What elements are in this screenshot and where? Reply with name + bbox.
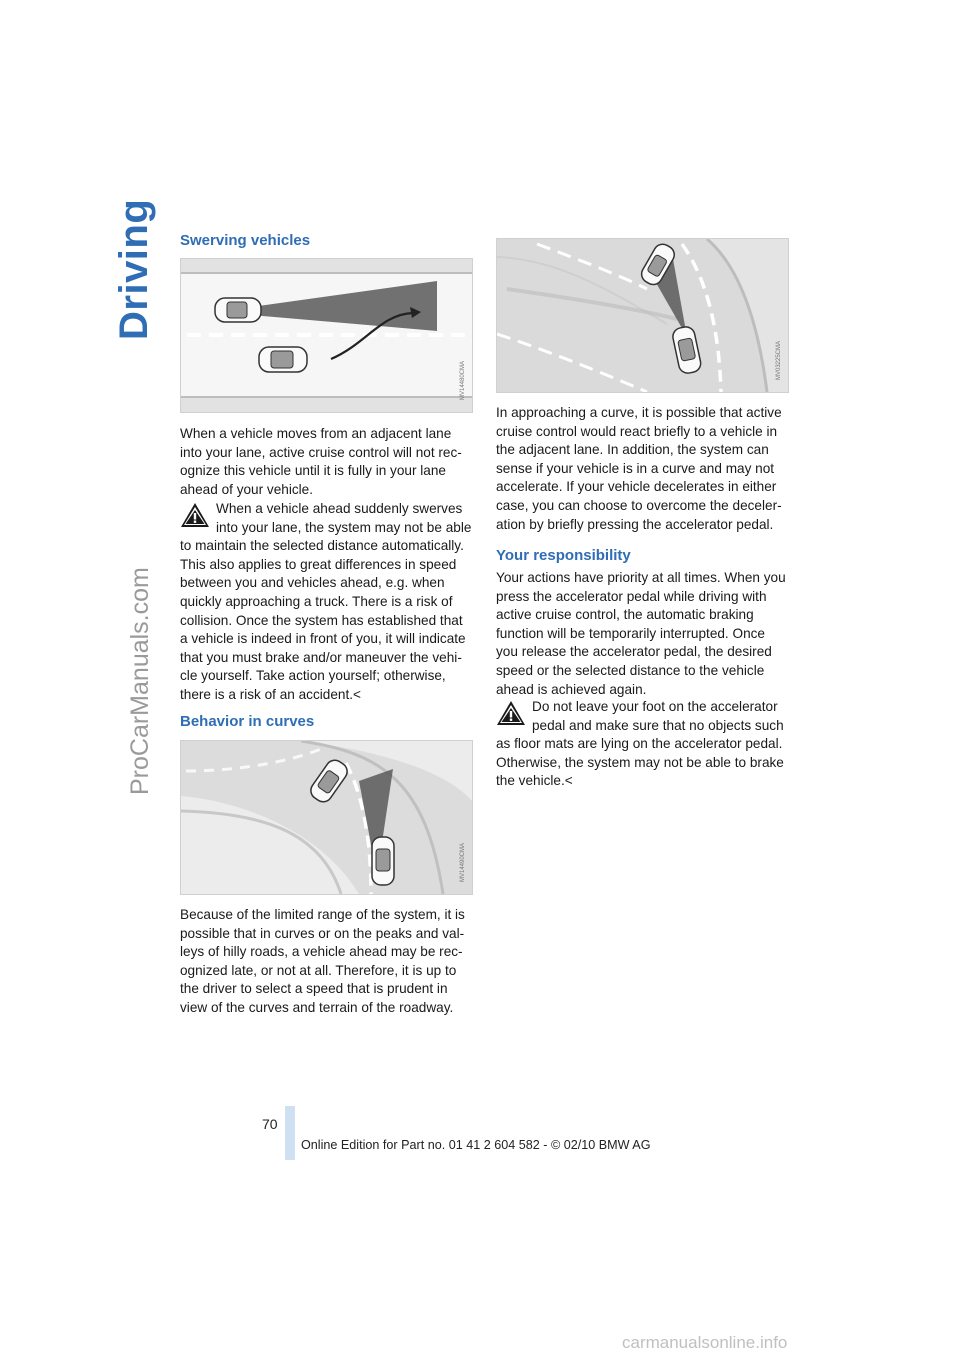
- heading-your-responsibility: Your responsibility: [496, 547, 631, 564]
- warning-swerving: When a vehicle ahead suddenly swerves into your lane, the system may not be able to maintain the selected distance automatically. This also applies to great differences in speed between you and vehicles ahead, e.g. when quickly approaching a truck. There is a risk of collision. Once the system has established that a vehicle is indeed in front of you, it will indicate that you must brake and/or maneuver the vehi-cle yourself. Take action yourself; otherwise, there is a risk of an accident.<: [180, 501, 472, 702]
- chapter-title: Driving: [112, 198, 156, 340]
- warning-accelerator: Do not leave your foot on the accelerator pedal and make sure that no objects such as floor mats are lying on the accelerator pedal. Otherwise, the system may not be able to brake the vehicle.<: [496, 699, 784, 789]
- paragraph-adjacent-lane: In approaching a curve, it is possible that active cruise control would react briefly to a vehicle in the adjacent lane. In addition, the system can sense if your vehicle is in a curve and may not accelerate. If your vehicle decelerates in either case, you can choose to overcome the deceler-ation by briefly pressing the accelerator pedal.: [496, 405, 782, 532]
- side-watermark: ProCarManuals.com: [126, 567, 154, 795]
- figure-adjacent-lane-curve: [496, 238, 789, 393]
- paragraph-swerving-intro: When a vehicle moves from an adjacent lane into your lane, active cruise control will not rec-ognize this vehicle until it is fully in your lane ahead of your vehicle.: [180, 426, 462, 497]
- car-own-icon: [372, 837, 394, 885]
- heading-behavior-in-curves: Behavior in curves: [180, 713, 315, 730]
- figure-behavior-in-curves: [180, 740, 473, 895]
- adjacent-lane-illustration: [497, 239, 788, 392]
- paragraph-responsibility: Your actions have priority at all times. When you press the accelerator pedal while driving with active cruise control, the automatic braking function will be temporarily interrupted. Once you release the accelerator pedal, the desired speed or the selected distance to the vehicle ahead is achieved again.: [496, 570, 786, 697]
- heading-swerving-vehicles: Swerving vehicles: [180, 232, 311, 249]
- warning-icon: [496, 700, 526, 726]
- car-front-icon: [215, 298, 261, 322]
- page-number: 70: [262, 1116, 278, 1132]
- paragraph-curves: Because of the limited range of the system, it is possible that in curves or on the peaks and val-leys of hilly roads, a vehicle ahead may be rec-ognized late, or not at all. Therefore, it is up to the driver to select a speed that is prudent in view of the curves and terrain of the roadway.: [180, 907, 465, 1015]
- car-swerving-icon: [259, 347, 307, 372]
- figure-code: MV14480CMA: [460, 360, 466, 400]
- footer-bar: [285, 1106, 295, 1160]
- figure-code: MV14490CMA: [460, 842, 466, 882]
- footer-edition: Online Edition for Part no. 01 41 2 604 582 - © 02/10 BMW AG: [301, 1138, 651, 1152]
- figure-swerving-vehicles: [180, 258, 473, 413]
- warning-icon: [180, 502, 210, 528]
- curve-illustration: [181, 741, 472, 894]
- bottom-watermark: carmanualsonline.info: [622, 1333, 788, 1352]
- swerving-illustration: [181, 259, 472, 412]
- figure-code: MV03225CMA: [776, 340, 782, 380]
